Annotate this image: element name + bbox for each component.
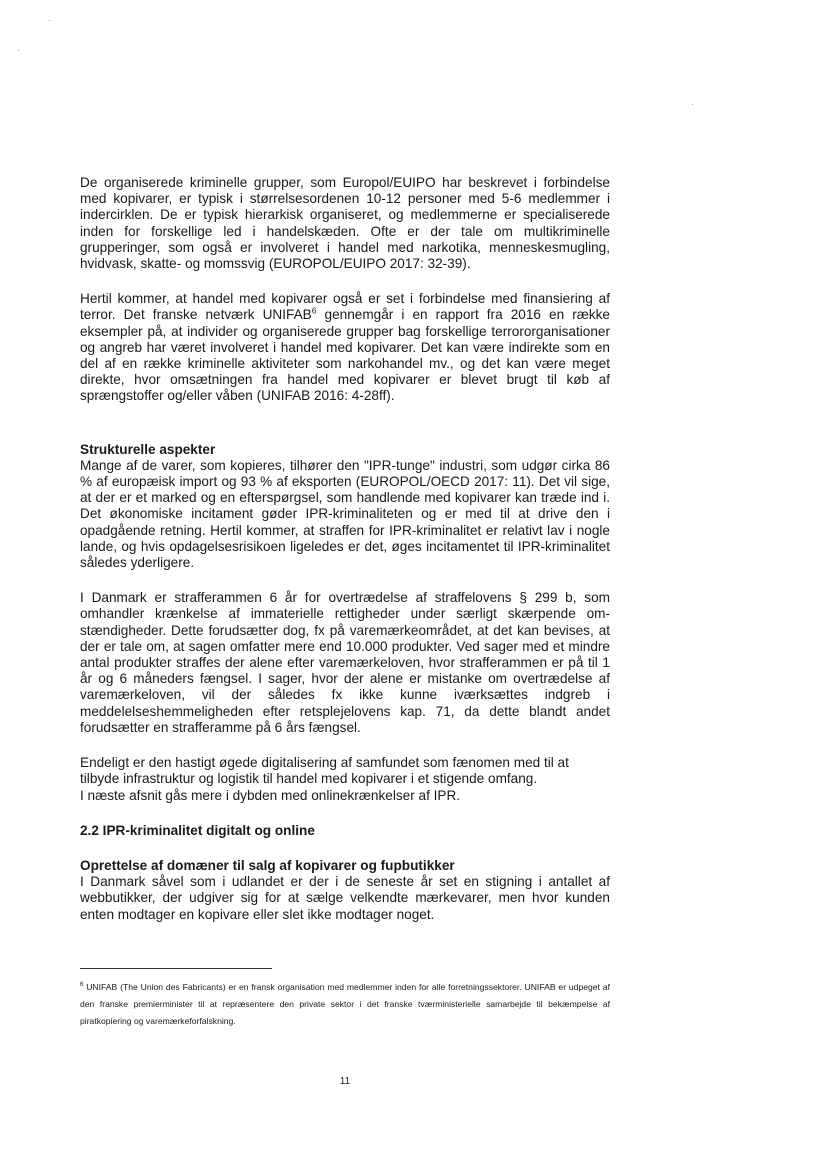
- paragraph-webshops: I Danmark såvel som i udlandet er der i de seneste år set en stigning i antallet af webbutikker, der udgiver sig for at sælge velkendte mærkevarer, men hvor kunden enten modtager en kopivare eller slet ikke modtager noget.: [80, 874, 610, 922]
- paragraph-digitalisation-text: Endeligt er den hastigt øgede digitalisering af samfundet som fænomen med til at tilbyde infrastruktur og logistik til handel med kopivarer i et stigende omfang.: [80, 755, 569, 787]
- paragraph-organized-groups: De organiserede kriminelle grupper, som Europol/EUIPO har beskrevet i forbindelse med kopivarer, er typisk i størrelsesordenen 10-12 personer med 5-6 medlemmer i indercirklen. De er typisk hierarkisk organiseret, og medlemmerne er specialiserede inden for forskellige led i handelskæden. Ofte er der tale om multikriminelle grupperinger, som også er involveret i handel med narkotika, menneskesmugling, hvidvask, skatte- og momssvig (EUROPOL/EUIPO 2017: 32-39).: [80, 175, 610, 272]
- scan-speck: [692, 104, 693, 105]
- scan-speck: [18, 50, 19, 51]
- page-number: 11: [339, 1076, 351, 1087]
- heading-section-2-2: 2.2 IPR-kriminalitet digitalt og online: [80, 822, 315, 838]
- heading-domains: Oprettelse af domæner til salg af kopivarer og fupbutikker: [80, 857, 455, 873]
- paragraph-terror-text-end: gennemgår i en rapport fra 2016 en række eksempler på, at individer og organiserede grupper bag forskellige terrororganisationer og angreb har været involveret i handel med kopivarer. Det kan være indirekte som en del af en række kriminelle aktiviteter som narkohandel mv., og det kan være meget direkte, hvor omsætningen fra handel med kopivarer er blevet brugt til køb af sprængstoffer og/eller våben (UNIFAB 2016: 4-28ff).: [80, 307, 610, 404]
- paragraph-terror-financing: [80, 291, 610, 404]
- footnote-unifab: [80, 979, 610, 1030]
- footnote-text: UNIFAB (The Union des Fabricants) er en fransk organisation med medlemmer inden for alle forretningssektorer. UNIFAB er udpeget af den franske premierminister til at repræsentere den private sektor i det franske tværministerielle samarbejde til bekæmpelse af piratkopiering og varemærkeforfalskning.: [80, 982, 610, 1026]
- scan-speck: [49, 20, 50, 21]
- footnote-reference: 6: [311, 305, 317, 316]
- footnote-divider: [80, 968, 272, 969]
- paragraph-danish-penalties: I Danmark er strafferammen 6 år for overtrædelse af straffelovens § 299 b, som omhandler krænkelse af immaterielle rettigheder under særligt skærpende omstændigheder. Dette forudsætter dog, fx på varemærkeområdet, at det kan bevises, at der er tale om, at sagen omfatter mere end 10.000 produkter. Ved sager med et mindre antal produkter straffes der alene efter varemærkeloven, hvor strafferammen er på til 1 år og 6 måneders fængsel. I sager, hvor der alene er mistanke om overtrædelse af varemærkeloven, vil der således fx ikke kunne iværksættes indgreb i meddelelseshemmeligheden efter retsplejelovens kap. 71, da dette blandt andet forudsætter en strafferamme på 6 års fængsel.: [80, 590, 610, 735]
- heading-structural-aspects: Strukturelle aspekter: [80, 441, 216, 457]
- paragraph-digitalisation: [80, 755, 610, 804]
- main-text: [80, 175, 610, 923]
- paragraph-ipr-industry: Mange af de varer, som kopieres, tilhører den "IPR-tunge" industri, som udgør cirka 86 % af europæisk import og 93 % af eksporten (EUROPOL/OECD 2017: 11). Det vil sige, at der er et marked og en efterspørgsel, som handlende med kopivarer kan træde ind i. Det økonomiske incitament gøder IPR-kriminaliteten og er med til at drive den i opadgående retning. Hertil kommer, at straffen for IPR-kriminalitet er relativt lav i nogle lande, og hvis opdagelsesrisikoen ligeledes er det, øges incitamentet til IPR-kriminalitet således yderligere.: [80, 457, 610, 571]
- paragraph-terror-text-start: Hertil kommer, at handel med kopivarer også er set i forbindelse med finansiering af terror. Det franske netværk UNIFAB: [80, 291, 610, 323]
- footnotes: [80, 968, 610, 1030]
- footnote-number: 6: [80, 982, 84, 989]
- paragraph-next-section-text: I næste afsnit gås mere i dybden med onlinekrænkelser af IPR.: [80, 787, 461, 803]
